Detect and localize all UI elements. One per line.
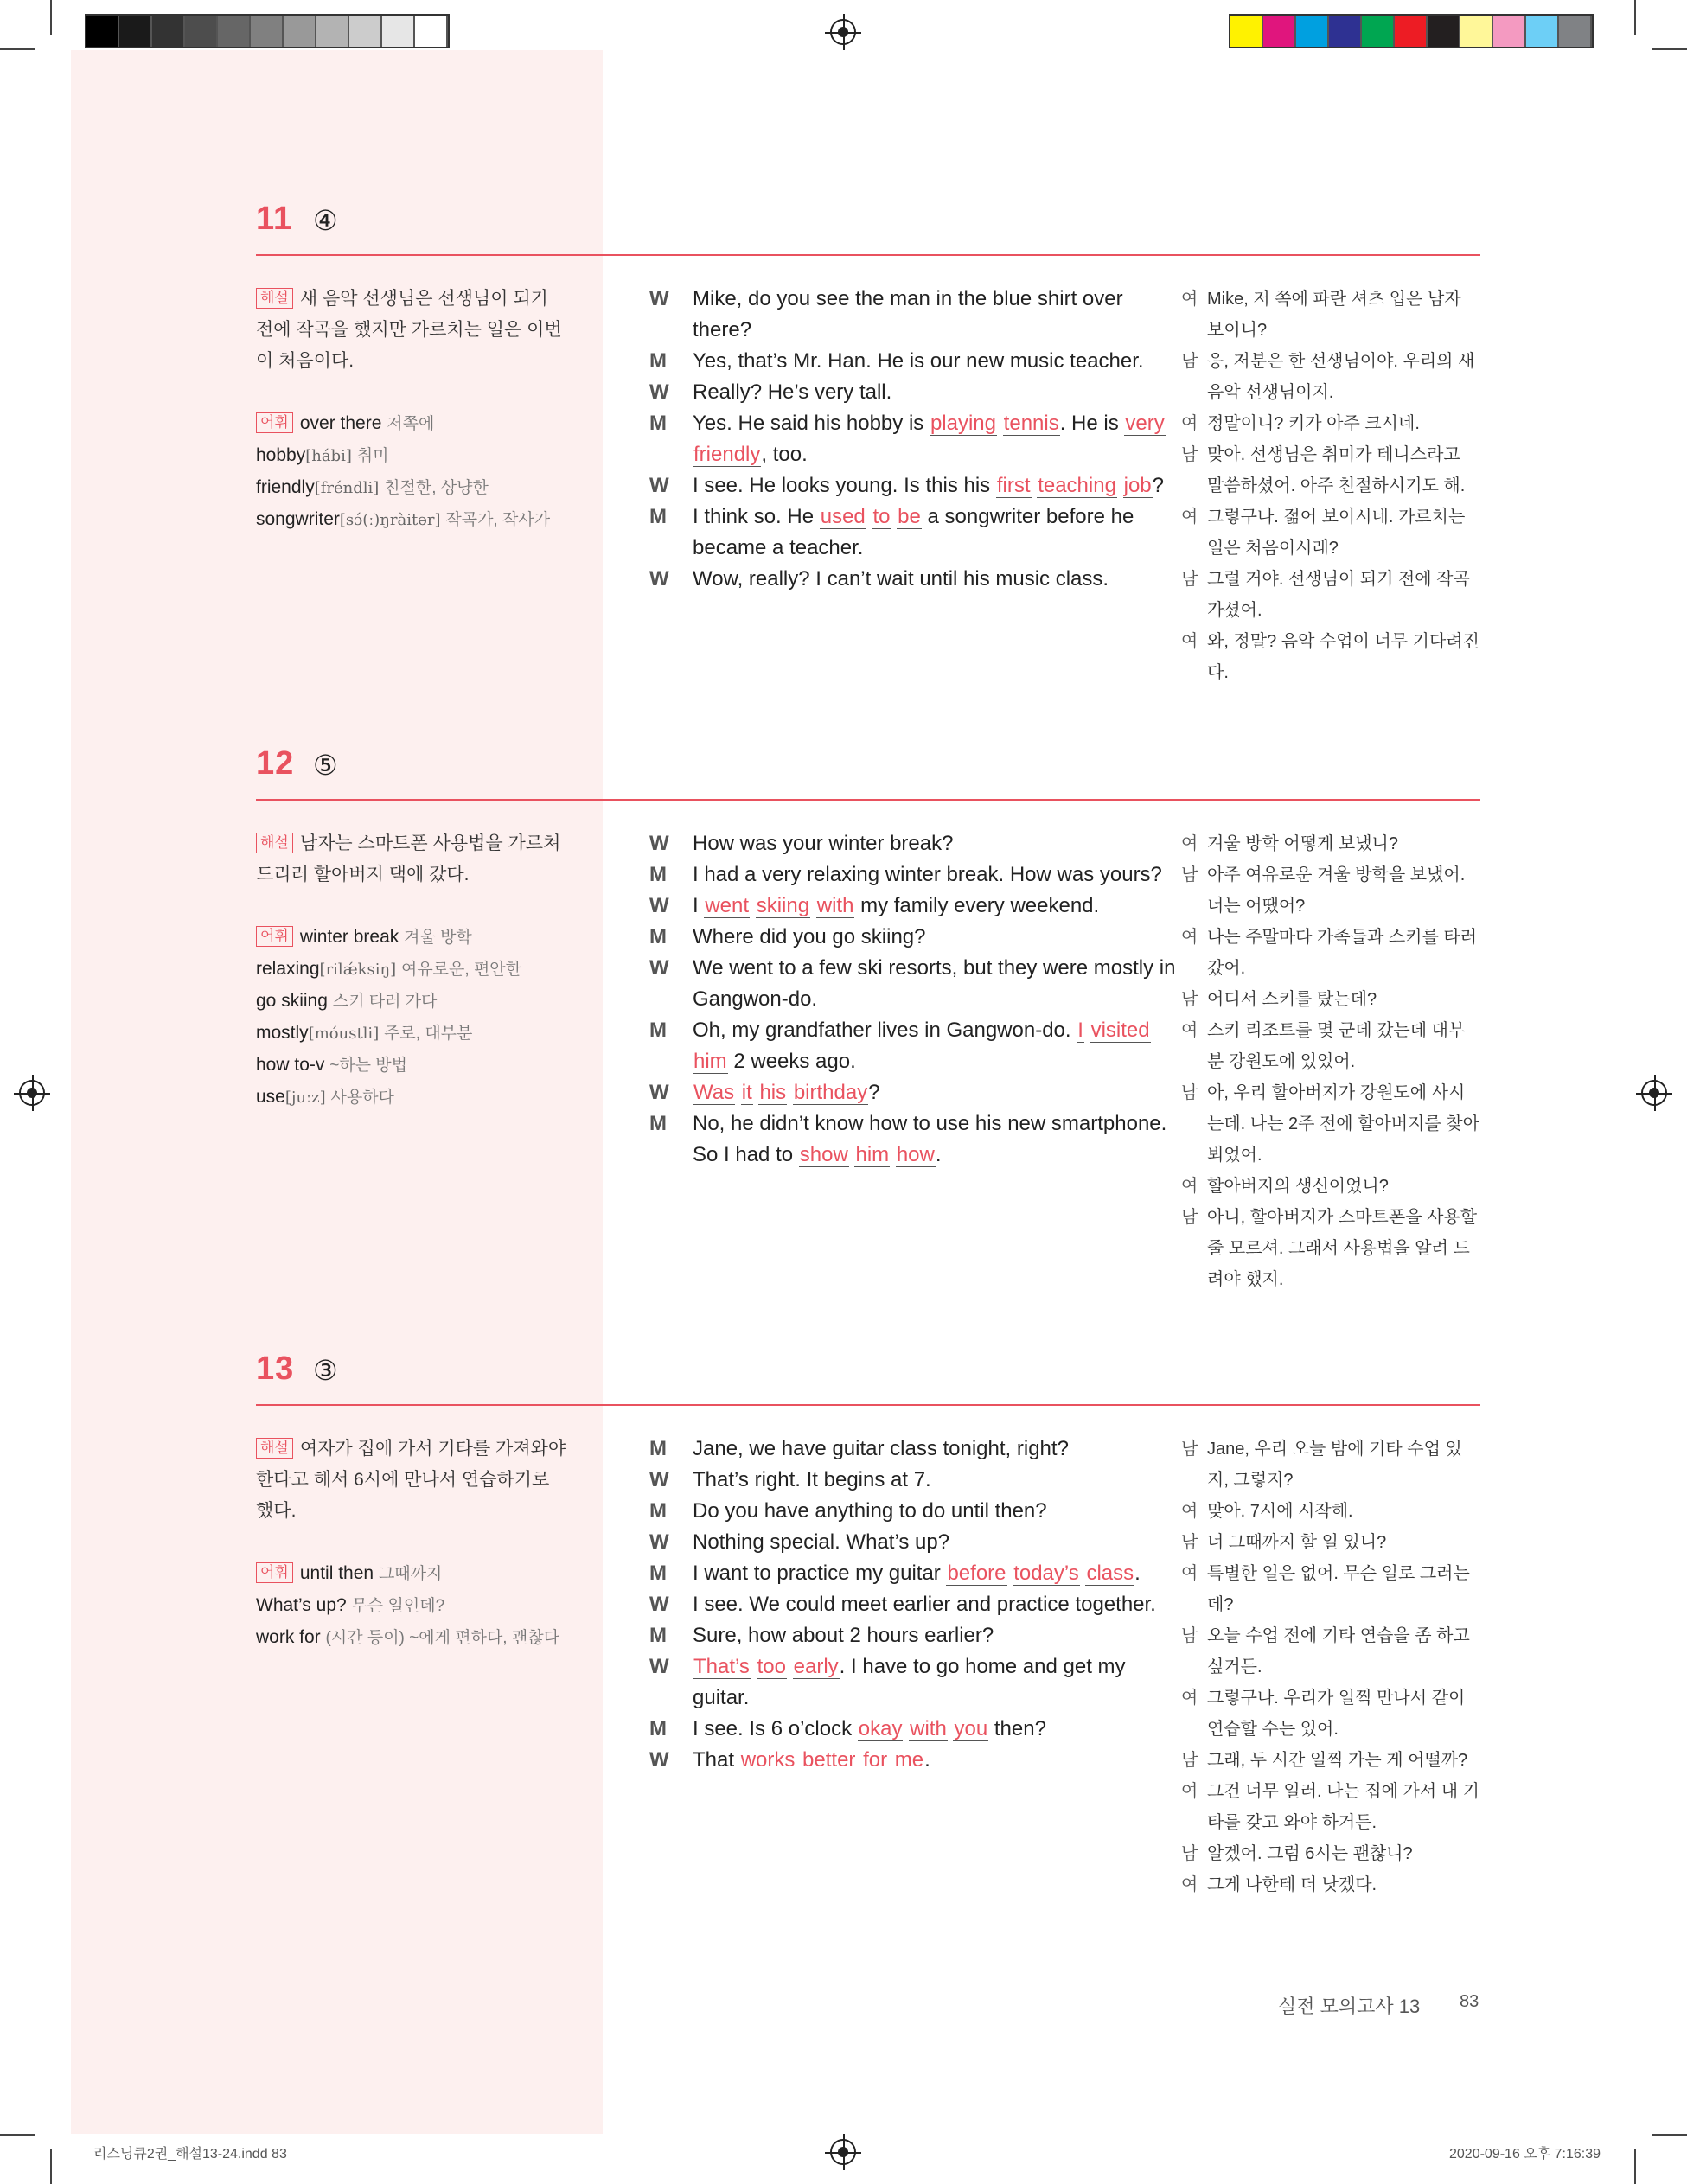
translation-line <box>1181 501 1480 564</box>
speaker-label: 남 <box>1181 1440 1198 1459</box>
speaker-label: 남 <box>1181 1208 1198 1227</box>
vocab-item <box>256 922 567 954</box>
speaker-label: M <box>649 349 667 373</box>
translation-text: 정말이니? 키가 아주 크시네. <box>1207 414 1420 433</box>
color-swatch <box>1526 16 1559 47</box>
gray-swatch <box>86 16 119 47</box>
print-slug-filename: 리스닝큐2권_해설13-24.indd 83 <box>93 2147 287 2162</box>
dialogue-text: I see. He looks young. Is this his first teaching job? <box>693 474 1164 497</box>
dictation-answer: better <box>802 1748 856 1772</box>
translation-line <box>1181 1683 1480 1745</box>
dialogue-text: Oh, my grandfather lives in Gangwon-do. I visited him 2 weeks ago. <box>693 1019 1150 1073</box>
translation-text: 그래, 두 시간 일찍 가는 게 어떨까? <box>1207 1751 1468 1770</box>
explanation-tag: 해설 <box>256 288 293 309</box>
dictation-answer: him <box>693 1050 727 1073</box>
vocab-word: how to-v <box>256 1055 325 1075</box>
translation-line <box>1181 1202 1480 1295</box>
dictation-answer: first <box>996 474 1031 497</box>
speaker-label: W <box>649 567 669 591</box>
speaker-label: 남 <box>1181 570 1198 589</box>
speaker-label: 여 <box>1181 1177 1198 1196</box>
translation-line <box>1181 408 1480 439</box>
dictation-answer: playing <box>930 412 996 435</box>
vocab-meaning: 취미 <box>356 447 389 465</box>
dictation-answer: class <box>1086 1561 1134 1585</box>
dialogue-text: I want to practice my guitar before today’s class. <box>693 1561 1141 1585</box>
dictation-answer: before <box>947 1561 1006 1585</box>
gray-swatch <box>415 16 448 47</box>
dictation-answer: okay <box>858 1717 903 1740</box>
translation-text: 할아버지의 생신이었니? <box>1207 1177 1389 1196</box>
vocab-item <box>256 1050 567 1082</box>
speaker-label: 남 <box>1181 1533 1198 1552</box>
translation-line <box>1181 1434 1480 1496</box>
speaker-label: W <box>649 956 669 980</box>
translation-line <box>1181 1077 1480 1171</box>
speaker-label: 여 <box>1181 414 1198 433</box>
vocab-list <box>256 408 567 536</box>
translation-line <box>1181 1776 1480 1838</box>
color-registration-bar <box>1229 14 1594 48</box>
vocab-word: mostly <box>256 1023 309 1043</box>
dictation-answer: you <box>954 1717 988 1740</box>
dictation-answer: works <box>740 1748 796 1772</box>
translation-line <box>1181 1745 1480 1776</box>
dictation-answer: That’s <box>693 1655 750 1678</box>
registration-mark-left-icon <box>19 1080 45 1106</box>
gray-swatch <box>349 16 382 47</box>
korean-translation <box>1181 828 1480 1295</box>
speaker-label: 남 <box>1181 990 1198 1009</box>
dictation-answer: teaching <box>1038 474 1116 497</box>
crop-mark <box>50 0 52 35</box>
dictation-answer: very <box>1125 412 1165 435</box>
dictation-answer: how <box>896 1143 935 1166</box>
korean-translation <box>1181 1434 1480 1900</box>
speaker-label: 여 <box>1181 1502 1198 1521</box>
speaker-label: 여 <box>1181 632 1198 651</box>
translation-text: 어디서 스키를 탔는데? <box>1207 990 1377 1009</box>
translation-text: 특별한 일은 없어. 무슨 일로 그러는데? <box>1207 1564 1470 1614</box>
speaker-label: M <box>649 1717 667 1740</box>
dialogue-text: I think so. He used to be a songwriter before he became a teacher. <box>693 505 1134 559</box>
speaker-label: 여 <box>1181 290 1198 309</box>
dictation-answer: to <box>872 505 891 528</box>
translation-text: 스키 리조트를 몇 군데 갔는데 대부분 강원도에 있었어. <box>1207 1021 1466 1071</box>
vocab-meaning: 저쪽에 <box>387 415 435 433</box>
vocab-word: relaxing <box>256 959 320 979</box>
dictation-answer: visited <box>1090 1019 1150 1042</box>
dictation-answer: him <box>855 1143 890 1166</box>
speaker-label: 남 <box>1181 1751 1198 1770</box>
gray-swatch <box>119 16 152 47</box>
speaker-label: 여 <box>1181 1564 1198 1583</box>
crop-mark <box>1652 48 1687 50</box>
speaker-label: 여 <box>1181 1689 1198 1708</box>
dictation-answer: with <box>910 1717 947 1740</box>
explanation-tag: 해설 <box>256 1438 293 1459</box>
translation-text: 겨울 방학 어떻게 보냈니? <box>1207 834 1398 853</box>
vocab-item <box>256 986 567 1018</box>
translation-text: 알겠어. 그럼 6시는 괜찮니? <box>1207 1844 1413 1863</box>
registration-mark-top-icon <box>830 19 856 45</box>
speaker-label: M <box>649 1499 667 1523</box>
vocab-tag: 어휘 <box>256 926 293 947</box>
translation-text: 그게 나한테 더 낫겠다. <box>1207 1875 1377 1894</box>
question-header <box>256 742 1480 801</box>
dialogue-text: That’s too early. I have to go home and get my guitar. <box>693 1655 1126 1709</box>
dialogue-text: That’s right. It begins at 7. <box>693 1468 931 1491</box>
vocab-meaning: (시간 등이) ~에게 편하다, 괜찮다 <box>325 1629 559 1647</box>
vocab-meaning: 무슨 일인데? <box>351 1597 445 1615</box>
translation-text: 그렇구나. 젊어 보이시네. 가르치는 일은 처음이시래? <box>1207 508 1466 558</box>
vocab-word: winter break <box>299 927 399 947</box>
vocab-pronunciation: [hábi] <box>305 447 352 465</box>
question-section-12 <box>256 742 1480 1289</box>
dialogue-text: I went skiing with my family every weekend. <box>693 894 1100 917</box>
korean-translation <box>1181 284 1480 688</box>
explanation-column <box>256 828 567 1114</box>
dictation-answer: for <box>863 1748 888 1772</box>
crop-mark <box>1652 2134 1687 2136</box>
crop-mark <box>50 2149 52 2184</box>
speaker-label: 여 <box>1181 834 1198 853</box>
dialogue-text: Do you have anything to do until then? <box>693 1499 1047 1523</box>
dialogue-text: That works better for me. <box>693 1748 930 1772</box>
dialogue-text: Nothing special. What’s up? <box>693 1530 950 1554</box>
dictation-answer: today’s <box>1013 1561 1079 1585</box>
speaker-label: 여 <box>1181 508 1198 527</box>
translation-line <box>1181 1527 1480 1558</box>
speaker-label: W <box>649 1748 669 1772</box>
translation-line <box>1181 922 1480 984</box>
gray-swatch <box>152 16 185 47</box>
translation-text: 맞아. 선생님은 취미가 테니스라고 말씀하셨어. 아주 친절하시기도 해. <box>1207 445 1466 495</box>
vocab-word: use <box>256 1087 285 1107</box>
color-swatch <box>1263 16 1296 47</box>
speaker-label: W <box>649 894 669 917</box>
vocab-meaning: 작곡가, 작사가 <box>445 511 551 529</box>
translation-line <box>1181 1620 1480 1683</box>
translation-line <box>1181 1838 1480 1869</box>
translation-line <box>1181 1171 1480 1202</box>
speaker-label: M <box>649 412 667 435</box>
question-header <box>256 197 1480 256</box>
answer-choice: ③ <box>313 1355 338 1386</box>
gray-swatch <box>284 16 316 47</box>
dialogue-text: No, he didn’t know how to use his new smartphone. So I had to show him how. <box>693 1112 1167 1166</box>
translation-text: Mike, 저 쪽에 파란 셔츠 입은 남자 보이니? <box>1207 290 1461 340</box>
vocab-meaning: 그때까지 <box>378 1565 443 1583</box>
explanation: 해설 남자는 스마트폰 사용법을 가르쳐 드리러 할아버지 댁에 갔다. <box>256 833 561 884</box>
vocab-pronunciation: [sɔ́(ː)ŋràitər] <box>339 511 441 529</box>
vocab-meaning: 친절한, 상냥한 <box>384 479 489 497</box>
translation-line <box>1181 346 1480 408</box>
registration-mark-bottom-icon <box>830 2139 856 2165</box>
dialogue-text: Really? He’s very tall. <box>693 380 892 404</box>
speaker-label: W <box>649 474 669 497</box>
vocab-pronunciation: [móustli] <box>308 1025 380 1043</box>
translation-line <box>1181 859 1480 922</box>
translation-line <box>1181 564 1480 626</box>
gray-swatch <box>185 16 218 47</box>
dialogue-text: We went to a few ski resorts, but they were mostly in Gangwon-do. <box>693 956 1176 1011</box>
dictation-answer: early <box>793 1655 839 1678</box>
speaker-label: W <box>649 380 669 404</box>
crop-mark <box>0 48 35 50</box>
gray-swatch <box>218 16 251 47</box>
translation-line <box>1181 1015 1480 1077</box>
translation-line <box>1181 626 1480 688</box>
dialogue-text: Yes, that’s Mr. Han. He is our new music teacher. <box>693 349 1144 373</box>
translation-text: 응, 저분은 한 선생님이야. 우리의 새 음악 선생님이지. <box>1207 352 1475 402</box>
dialogue-text: Mike, do you see the man in the blue shirt over there? <box>693 287 1123 342</box>
speaker-label: M <box>649 1561 667 1585</box>
vocab-tag: 어휘 <box>256 412 293 433</box>
dialogue-text: I see. Is 6 o’clock okay with you then? <box>693 1717 1046 1740</box>
vocab-word: until then <box>299 1563 374 1583</box>
explanation-column <box>256 284 567 536</box>
translation-line <box>1181 1496 1480 1527</box>
color-swatch <box>1493 16 1526 47</box>
dictation-answer: be <box>898 505 921 528</box>
speaker-label: M <box>649 505 667 528</box>
vocab-meaning: 겨울 방학 <box>404 929 472 947</box>
vocab-item <box>256 1082 567 1114</box>
question-number: 11 <box>256 201 293 237</box>
dictation-answer: with <box>816 894 854 917</box>
translation-line <box>1181 1558 1480 1620</box>
speaker-label: W <box>649 1081 669 1104</box>
translation-line <box>1181 984 1480 1015</box>
vocab-item <box>256 408 567 440</box>
dialogue-text: Yes. He said his hobby is playing tennis. He is very friendly, too. <box>693 412 1165 466</box>
explanation: 해설 여자가 집에 가서 기타를 가져와야 한다고 해서 6시에 만나서 연습하기로 했다. <box>256 1439 566 1521</box>
translation-text: 맞아. 7시에 시작해. <box>1207 1502 1353 1521</box>
translation-text: 아, 우리 할아버지가 강원도에 사시는데. 나는 2주 전에 할아버지를 찾아뵈었어. <box>1207 1083 1479 1165</box>
dictation-answer: job <box>1123 474 1152 497</box>
dialogue-text: Where did you go skiing? <box>693 925 926 948</box>
vocab-list <box>256 1558 567 1654</box>
vocab-word: songwriter <box>256 509 340 529</box>
vocab-meaning: 사용하다 <box>330 1089 394 1107</box>
color-swatch <box>1230 16 1263 47</box>
speaker-label: 남 <box>1181 352 1198 371</box>
translation-text: 그럴 거야. 선생님이 되기 전에 작곡가셨어. <box>1207 570 1470 620</box>
vocab-word: over there <box>299 413 382 433</box>
dictation-answer: tennis <box>1003 412 1059 435</box>
vocab-meaning: 스키 타러 가다 <box>332 993 438 1011</box>
speaker-label: W <box>649 1468 669 1491</box>
speaker-label: W <box>649 832 669 855</box>
vocab-item <box>256 1018 567 1050</box>
crop-mark <box>1634 0 1636 35</box>
dictation-answer: used <box>820 505 866 528</box>
vocab-pronunciation: [juːz] <box>284 1089 326 1107</box>
speaker-label: W <box>649 287 669 310</box>
speaker-label: W <box>649 1593 669 1616</box>
color-swatch <box>1428 16 1460 47</box>
translation-text: 와, 정말? 음악 수업이 너무 기다려진다. <box>1207 632 1479 682</box>
dictation-answer: it <box>741 1081 752 1104</box>
translation-text: 오늘 수업 전에 기타 연습을 좀 하고 싶거든. <box>1207 1626 1470 1676</box>
color-swatch <box>1559 16 1592 47</box>
dictation-answer: I <box>1077 1019 1083 1042</box>
dictation-answer: show <box>799 1143 848 1166</box>
vocab-word: work for <box>256 1627 321 1647</box>
vocab-tag: 어휘 <box>256 1562 293 1583</box>
print-slug-timestamp: 2020-09-16 오후 7:16:39 <box>1449 2147 1601 2162</box>
translation-line <box>1181 284 1480 346</box>
gray-swatch <box>251 16 284 47</box>
vocab-item <box>256 954 567 986</box>
registration-mark-right-icon <box>1641 1080 1667 1106</box>
vocab-item <box>256 472 567 504</box>
color-swatch <box>1362 16 1395 47</box>
translation-text: 아주 여유로운 겨울 방학을 보냈어. 너는 어땠어? <box>1207 865 1466 916</box>
vocab-word: friendly <box>256 477 315 497</box>
vocab-item <box>256 1622 567 1654</box>
question-header <box>256 1347 1480 1406</box>
speaker-label: M <box>649 1112 667 1135</box>
vocab-item <box>256 440 567 472</box>
speaker-label: M <box>649 1624 667 1647</box>
dictation-answer: went <box>705 894 750 917</box>
explanation-column <box>256 1434 567 1654</box>
gray-swatch <box>382 16 415 47</box>
dictation-answer: friendly <box>693 443 761 466</box>
speaker-label: M <box>649 925 667 948</box>
vocab-word: hobby <box>256 445 306 465</box>
grayscale-registration-bar <box>85 14 450 48</box>
speaker-label: 남 <box>1181 1626 1198 1645</box>
dictation-answer: birthday <box>793 1081 868 1104</box>
dictation-answer: skiing <box>756 894 810 917</box>
vocab-meaning: 여유로운, 편안한 <box>400 961 522 979</box>
dialogue-text: I had a very relaxing winter break. How was yours? <box>693 863 1162 886</box>
question-number: 12 <box>256 745 295 782</box>
translation-text: Jane, 우리 오늘 밤에 기타 수업 있지, 그렇지? <box>1207 1440 1462 1490</box>
speaker-label: M <box>649 1437 667 1460</box>
translation-text: 아니, 할아버지가 스마트폰을 사용할 줄 모르셔. 그래서 사용법을 알려 드려야 했지. <box>1207 1208 1478 1289</box>
vocab-item <box>256 1590 567 1622</box>
color-swatch <box>1329 16 1362 47</box>
translation-text: 너 그때까지 할 일 있니? <box>1207 1533 1387 1552</box>
page-number: 83 <box>1460 1992 1479 2011</box>
color-swatch <box>1460 16 1493 47</box>
vocab-pronunciation: [rilǽksiŋ] <box>319 961 397 979</box>
dialogue-text: I see. We could meet earlier and practice together. <box>693 1593 1156 1616</box>
speaker-label: 여 <box>1181 1782 1198 1801</box>
vocab-pronunciation: [fréndli] <box>314 479 380 497</box>
question-section-13 <box>256 1347 1480 1894</box>
dictation-answer: Was <box>693 1081 735 1104</box>
vocab-word: What’s up? <box>256 1595 347 1615</box>
translation-line <box>1181 439 1480 501</box>
vocab-list <box>256 922 567 1114</box>
speaker-label: M <box>649 863 667 886</box>
speaker-label: M <box>649 1019 667 1042</box>
vocab-item <box>256 504 567 536</box>
vocab-meaning: 주로, 대부분 <box>384 1025 473 1043</box>
explanation: 해설 새 음악 선생님은 선생님이 되기 전에 작곡을 했지만 가르치는 일은 이번이 처음이다. <box>256 289 562 371</box>
vocab-item <box>256 1558 567 1590</box>
crop-mark <box>1634 2149 1636 2184</box>
dialogue-text: Jane, we have guitar class tonight, right? <box>693 1437 1069 1460</box>
color-swatch <box>1395 16 1428 47</box>
speaker-label: 여 <box>1181 928 1198 947</box>
dictation-answer: too <box>757 1655 786 1678</box>
vocab-meaning: ~하는 방법 <box>329 1057 408 1075</box>
answer-choice: ⑤ <box>313 750 338 781</box>
explanation-tag: 해설 <box>256 833 293 853</box>
speaker-label: 남 <box>1181 865 1198 884</box>
speaker-label: W <box>649 1655 669 1678</box>
dialogue-text: Wow, really? I can’t wait until his music class. <box>693 567 1109 591</box>
crop-mark <box>0 2134 35 2136</box>
dialogue-text: Was it his birthday? <box>693 1081 880 1104</box>
speaker-label: 남 <box>1181 1844 1198 1863</box>
speaker-label: W <box>649 1530 669 1554</box>
speaker-label: 여 <box>1181 1021 1198 1040</box>
translation-line <box>1181 1869 1480 1900</box>
translation-text: 나는 주말마다 가족들과 스키를 타러 갔어. <box>1207 928 1478 978</box>
speaker-label: 여 <box>1181 1875 1198 1894</box>
question-section-11 <box>256 197 1480 682</box>
translation-text: 그렇구나. 우리가 일찍 만나서 같이 연습할 수는 있어. <box>1207 1689 1466 1739</box>
gray-swatch <box>316 16 349 47</box>
footer-title: 실전 모의고사 13 <box>1278 1996 1421 2017</box>
dialogue-text: Sure, how about 2 hours earlier? <box>693 1624 994 1647</box>
question-number: 13 <box>256 1351 295 1387</box>
dialogue-text: How was your winter break? <box>693 832 954 855</box>
vocab-word: go skiing <box>256 991 328 1011</box>
translation-line <box>1181 828 1480 859</box>
answer-choice: ④ <box>313 205 338 236</box>
speaker-label: 남 <box>1181 1083 1198 1102</box>
dictation-answer: me <box>894 1748 924 1772</box>
speaker-label: 남 <box>1181 445 1198 464</box>
dictation-answer: his <box>759 1081 787 1104</box>
color-swatch <box>1296 16 1329 47</box>
translation-text: 그건 너무 일러. 나는 집에 가서 내 기타를 갖고 와야 하거든. <box>1207 1782 1479 1832</box>
